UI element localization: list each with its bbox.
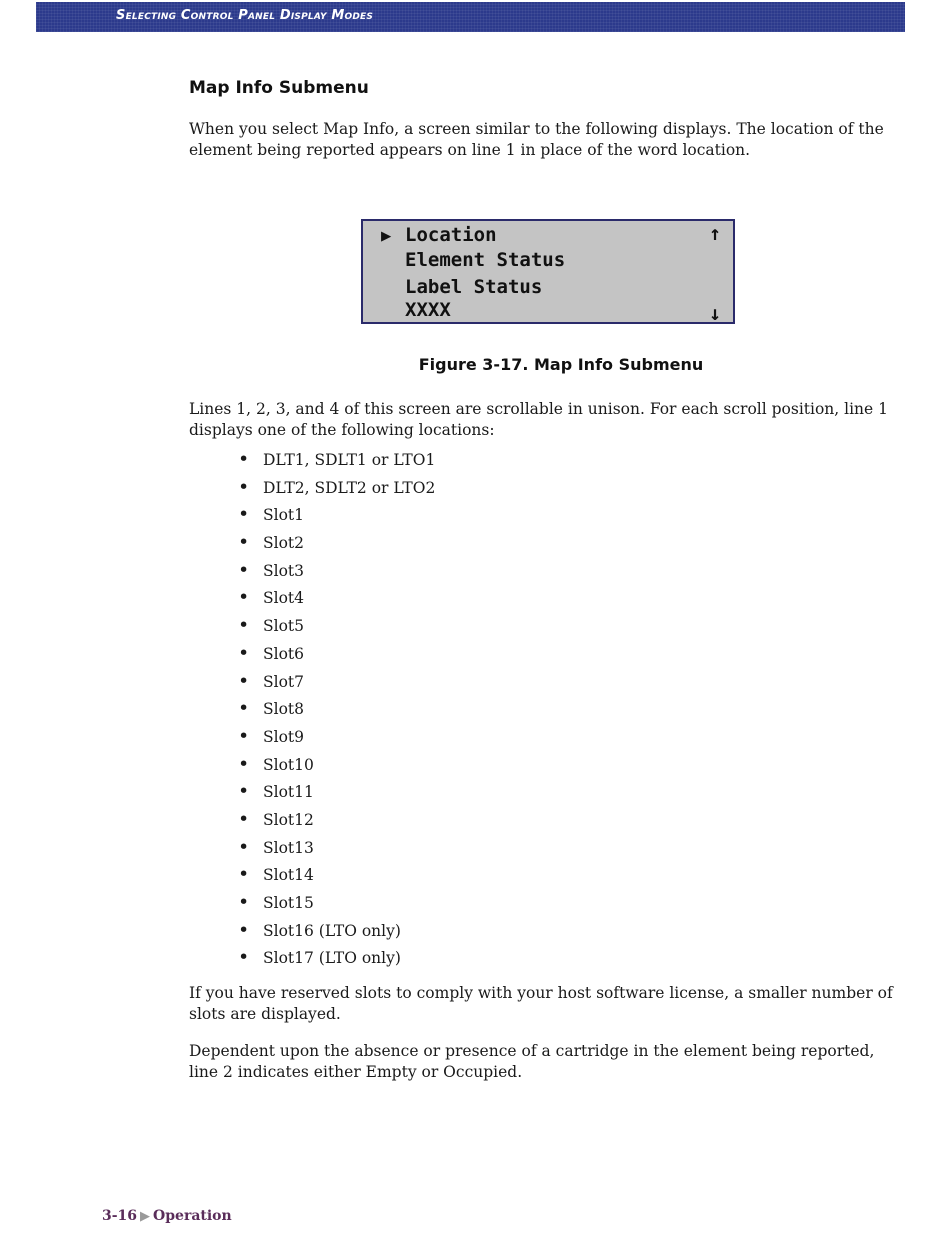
footer-section: Operation [153,1208,232,1224]
list-item: • Slot3 [238,560,435,588]
location-list [238,449,435,975]
lcd-line-2: Element Status [405,249,566,271]
list-item: • Slot8 [238,698,435,726]
section-heading: Map Info Submenu [189,78,369,98]
dependent-paragraph: Dependent upon the absence or presence of a cartridge in the element being reported, line 2 indicates either Empty or Occupied. [189,1042,875,1081]
scroll-paragraph: Lines 1, 2, 3, and 4 of this screen are scrollable in unison. For each scroll position, line 1 displays one of the following locations: [189,400,888,439]
lcd-line-1: Location [405,224,497,246]
list-item: • Slot6 [238,643,435,671]
list-item: • DLT2, SDLT2 or LTO2 [238,477,435,505]
list-item: • Slot13 [238,837,435,865]
list-item: • Slot16 (LTO only) [238,920,435,948]
list-item: • Slot2 [238,532,435,560]
page-footer [102,1208,232,1224]
list-item: • Slot1 [238,504,435,532]
pointer-icon: ▶ [381,226,392,246]
intro-paragraph: When you select Map Info, a screen similar to the following displays. The location of the element being reported appears on line 1 in place of the word location. [189,120,884,159]
list-item: • DLT1, SDLT1 or LTO1 [238,449,435,477]
list-item: • Slot4 [238,587,435,615]
reserved-paragraph: If you have reserved slots to comply with your host software license, a smaller number of slots are displayed. [189,984,893,1023]
list-item: • Slot11 [238,781,435,809]
list-item: • Slot7 [238,671,435,699]
arrow-down-icon: ↓ [708,301,721,325]
footer-arrow-icon: ▶ [140,1209,151,1224]
list-item: • Slot9 [238,726,435,754]
list-item: • Slot15 [238,892,435,920]
lcd-display [361,219,735,324]
lcd-line-3: Label Status [405,276,543,298]
lcd-line-4: XXXX [405,299,451,321]
list-item: • Slot14 [238,864,435,892]
list-item: • Slot12 [238,809,435,837]
list-item: • Slot5 [238,615,435,643]
page-number: 3-16 [102,1208,138,1224]
header-title: Selecting Control Panel Display Modes [116,8,374,23]
figure-caption: Figure 3-17. Map Info Submenu [418,355,704,374]
arrow-up-icon: ↑ [708,221,721,245]
list-item: • Slot10 [238,754,435,782]
list-item: • Slot17 (LTO only) [238,947,435,975]
page-header-band [36,2,905,32]
